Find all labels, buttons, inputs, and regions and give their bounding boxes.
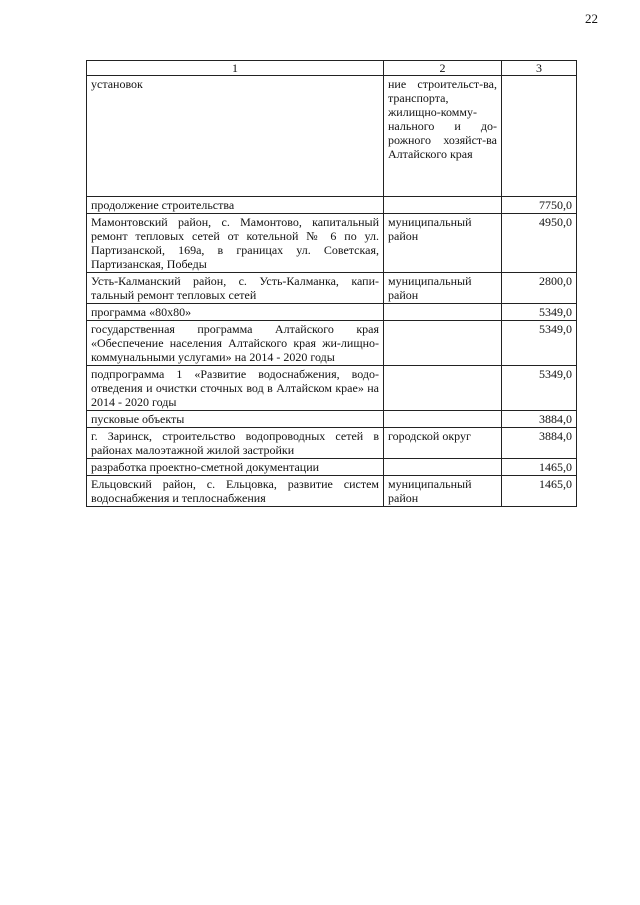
table-row <box>87 411 577 428</box>
table-row <box>87 366 577 411</box>
row-type-cell: ние строительст-ва, транспорта, жилищно-комму-нального и до-рожного хозяйст-ва Алтайского края <box>384 76 502 197</box>
row-amount-cell <box>502 76 577 197</box>
row-type-cell: муниципальный район <box>384 476 502 507</box>
row-amount-cell: 5349,0 <box>502 321 577 366</box>
row-type-cell: муниципальный район <box>384 214 502 273</box>
table-row <box>87 476 577 507</box>
row-amount-cell: 2800,0 <box>502 273 577 304</box>
row-type-cell <box>384 321 502 366</box>
table-row <box>87 214 577 273</box>
row-name-cell: Ельцовский район, с. Ельцовка, развитие систем водоснабжения и теплоснабжения <box>87 476 384 507</box>
row-name-cell: разработка проектно-сметной документации <box>87 459 384 476</box>
row-amount-cell: 3884,0 <box>502 411 577 428</box>
row-type-cell <box>384 411 502 428</box>
table-row <box>87 76 577 197</box>
row-type-cell: муниципальный район <box>384 273 502 304</box>
row-name-cell: г. Заринск, строительство водопроводных сетей в районах малоэтажной жилой застройки <box>87 428 384 459</box>
row-type-cell <box>384 366 502 411</box>
table-row <box>87 321 577 366</box>
table-header-row <box>87 61 577 76</box>
table-row <box>87 428 577 459</box>
table-row <box>87 197 577 214</box>
column-header-1: 1 <box>87 61 384 76</box>
row-name-cell: пусковые объекты <box>87 411 384 428</box>
row-amount-cell: 4950,0 <box>502 214 577 273</box>
table-row <box>87 459 577 476</box>
row-amount-cell: 5349,0 <box>502 304 577 321</box>
row-name-cell: государственная программа Алтайского края «Обеспечение населения Алтайского края жи-лищно-коммунальными услугами» на 2014 - 2020 годы <box>87 321 384 366</box>
row-type-cell: городской округ <box>384 428 502 459</box>
row-name-cell: программа «80x80» <box>87 304 384 321</box>
row-type-cell <box>384 304 502 321</box>
row-amount-cell: 3884,0 <box>502 428 577 459</box>
column-header-2: 2 <box>384 61 502 76</box>
table-row <box>87 304 577 321</box>
row-amount-cell: 5349,0 <box>502 366 577 411</box>
row-name-cell: Усть-Калманский район, с. Усть-Калманка, капи-тальный ремонт тепловых сетей <box>87 273 384 304</box>
row-amount-cell: 1465,0 <box>502 476 577 507</box>
row-amount-cell: 7750,0 <box>502 197 577 214</box>
page-number: 22 <box>585 11 598 26</box>
budget-table <box>86 60 577 507</box>
row-amount-cell: 1465,0 <box>502 459 577 476</box>
row-name-cell: установок <box>87 76 384 197</box>
table-row <box>87 273 577 304</box>
row-type-cell <box>384 459 502 476</box>
row-name-cell: Мамонтовский район, с. Мамонтово, капитальный ремонт тепловых сетей от котельной № 6 по ул. Партизанской, 169а, в границах ул. Советская, Партизанская, Победы <box>87 214 384 273</box>
row-name-cell: подпрограмма 1 «Развитие водоснабжения, водо-отведения и очистки сточных вод в Алтайском крае» на 2014 - 2020 годы <box>87 366 384 411</box>
column-header-3: 3 <box>502 61 577 76</box>
row-name-cell: продолжение строительства <box>87 197 384 214</box>
row-type-cell <box>384 197 502 214</box>
